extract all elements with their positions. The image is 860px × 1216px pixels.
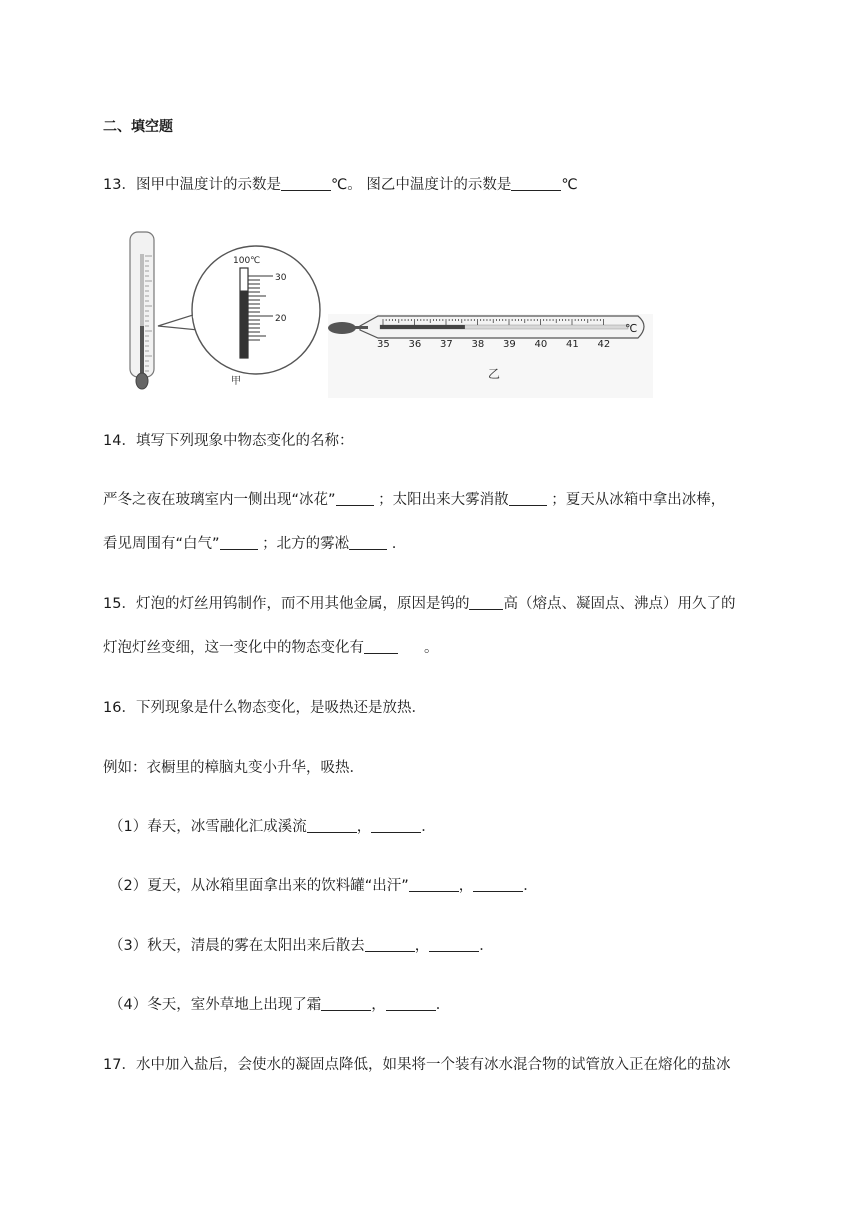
q16-item-1-blank-2[interactable] [371,817,421,833]
question-15-line-1 [103,594,763,614]
question-17: 17．水中加入盐后，会使水的凝固点降低，如果将一个装有冰水混合物的试管放入正在熔化的盐冰 [103,1057,731,1073]
yi-tick-label: 38 [471,339,485,350]
q15-blank-1[interactable] [469,594,503,610]
question-14-line-1 [103,490,763,510]
q16-end: ． [479,938,494,954]
q15-text-a: 15．灯泡的灯丝用钨制作，而不用其他金属，原因是钨的 [103,596,470,612]
q16-end: ． [435,997,451,1013]
question-16-item-1 [103,817,763,837]
q16-sep: ， [356,819,372,835]
q13-blank-2[interactable] [511,175,561,191]
question-16-title: 16．下列现象是什么物态变化，是吸热还是放热． [103,700,426,716]
q13-blank-1[interactable] [281,175,331,191]
yi-tick-label: 42 [597,339,611,350]
q16-item-3-blank-2[interactable] [429,936,479,952]
q14-blank-3[interactable] [220,534,258,550]
q16-item-4-blank-1[interactable] [321,995,371,1011]
yi-unit: ℃ [625,322,638,335]
question-16-item-3 [103,936,763,956]
yi-tick-label: 39 [503,339,516,350]
yi-liquid-column [380,325,465,329]
jia-top-label: 100℃ [233,256,261,266]
question-13 [103,175,763,195]
yi-tick-label: 35 [377,339,390,350]
q14-text-b: ；太阳出来大雾消散 [378,492,509,508]
q14-blank-4[interactable] [349,534,387,550]
q14-text-d: 看见周围有“白气” [103,536,220,552]
q13-unit-2: ℃ [561,177,578,193]
thermometer-jia [130,232,154,389]
q15-text-c: 灯泡灯丝变细，这一变化中的物态变化有 [103,640,364,656]
q16-end: ． [421,819,436,835]
q15-text-d: 。 [424,640,439,656]
question-15-line-2 [103,638,763,658]
q16-sep: ， [458,878,474,894]
q13-text: 13．图甲中温度计的示数是 [103,177,281,193]
caption-yi: 乙 [488,367,501,381]
q16-item-1-blank-1[interactable] [307,817,357,833]
caption-jia: 甲 [231,376,241,387]
yi-tick-label: 37 [440,339,453,350]
q16-item-1-text: （1）春天，冰雪融化汇成溪流 [109,819,307,835]
thermometer-figure [128,226,653,398]
q16-end: ． [523,878,538,894]
q15-text-b: 高（熔点、凝固点、沸点）用久了的 [503,596,736,612]
q15-blank-2[interactable] [364,638,398,654]
q16-item-2-text: （2）夏天，从冰箱里面拿出来的饮料罐“出汗” [109,878,409,894]
thermometer-yi [328,314,653,398]
q14-text-a: 严冬之夜在玻璃室内一侧出现“冰花” [103,492,336,508]
q16-item-4-blank-2[interactable] [386,995,436,1011]
q16-sep: ， [371,997,386,1013]
yi-tick-label: 40 [534,339,548,350]
q14-text-c: ；夏天从冰箱中拿出冰棒， [551,492,726,508]
question-16-item-4 [103,995,763,1015]
q16-item-3-text: （3）秋天，清晨的雾在太阳出来后散去 [109,938,365,954]
jia-tick-30: 30 [275,273,287,283]
question-14-title: 14．填写下列现象中物态变化的名称： [103,433,354,449]
question-16-item-2 [103,876,763,896]
yi-tick-label: 41 [566,339,579,350]
jia-liquid-column [240,291,248,359]
yi-tick-label: 36 [408,339,422,350]
q14-text-e: ；北方的雾凇 [262,536,350,552]
jia-tick-20: 20 [275,314,287,324]
q13-unit-1: ℃。 图乙中温度计的示数是 [330,177,512,193]
section-title: 二、填空题 [103,119,173,135]
q16-sep: ， [414,938,430,954]
q14-text-f: . [391,536,397,552]
q16-item-2-blank-2[interactable] [473,876,523,892]
question-14-line-2 [103,534,763,554]
q14-blank-1[interactable] [336,490,374,506]
question-16-example: 例如：衣橱里的樟脑丸变小升华，吸热． [103,760,364,776]
q16-item-4-text: （4）冬天，室外草地上出现了霜 [109,997,322,1013]
q16-item-3-blank-1[interactable] [365,936,415,952]
q16-item-2-blank-1[interactable] [409,876,459,892]
q14-blank-2[interactable] [509,490,547,506]
